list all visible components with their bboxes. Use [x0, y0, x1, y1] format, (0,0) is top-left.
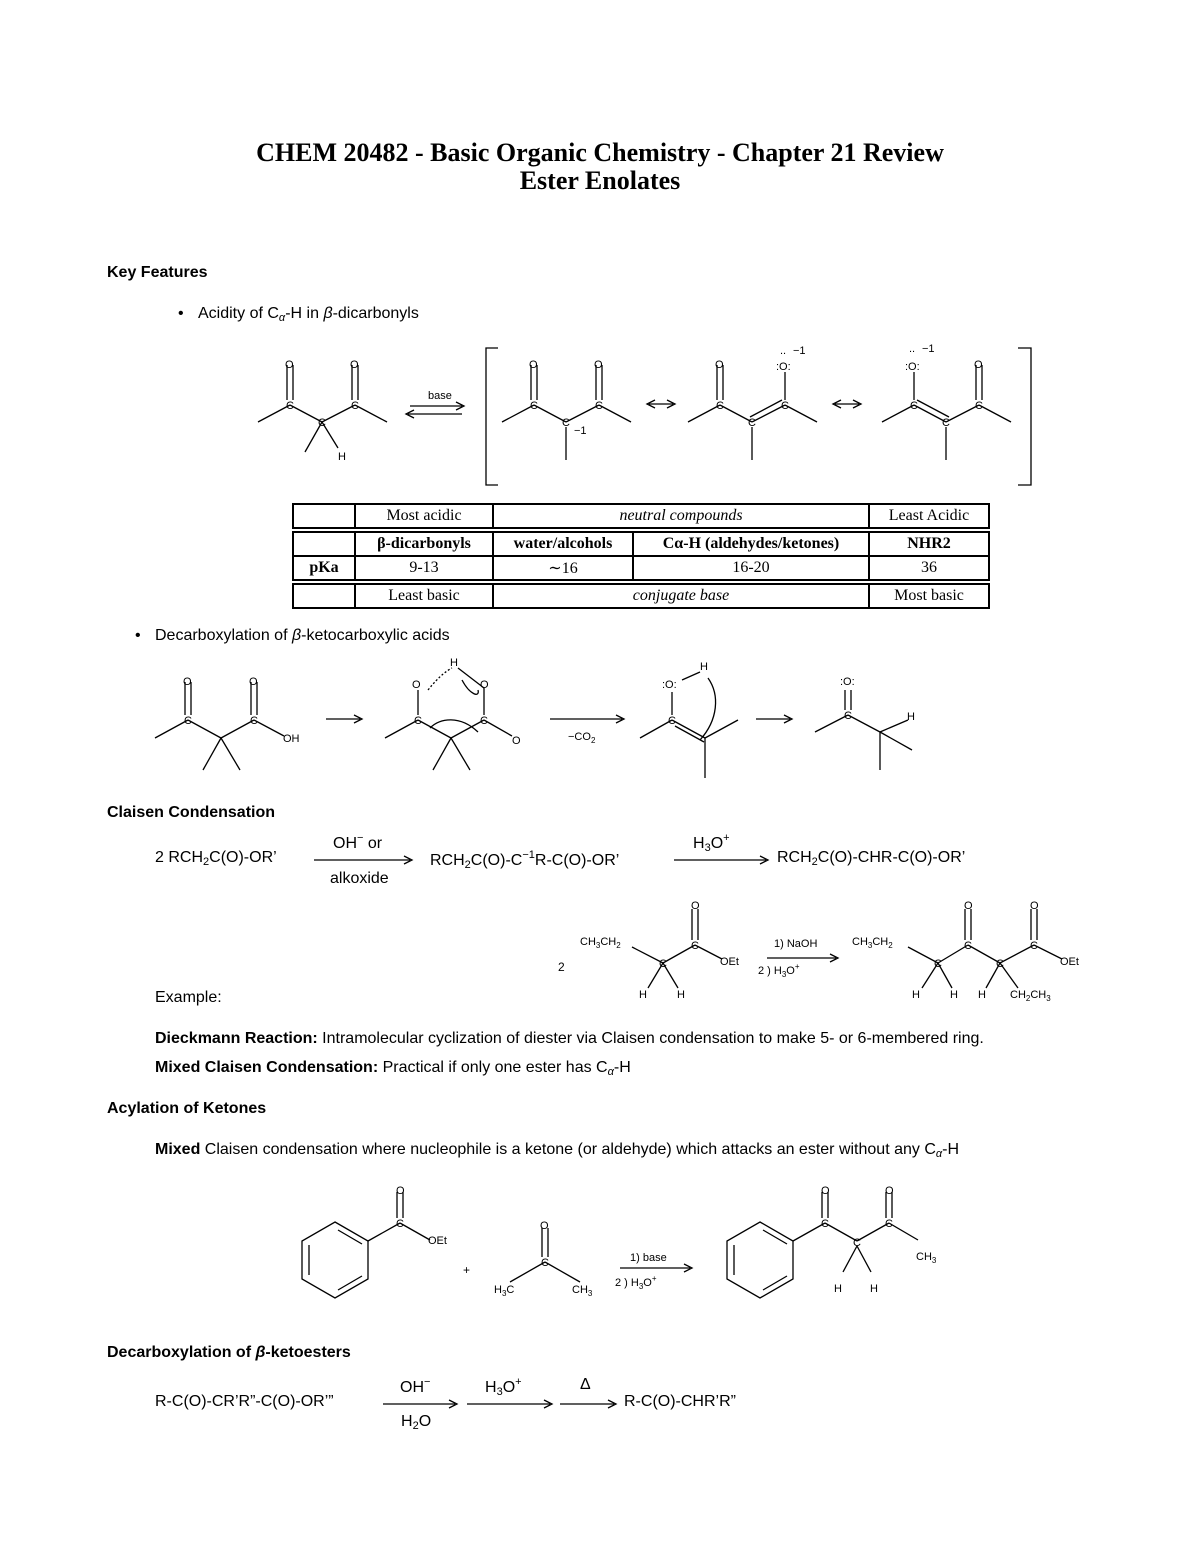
alpha-sub: α	[935, 1148, 943, 1160]
t: O	[786, 965, 795, 977]
table-cell	[293, 532, 355, 556]
text: O	[418, 1413, 432, 1430]
table-cell	[293, 584, 355, 608]
atom-h: H	[450, 657, 458, 669]
co2-text: −CO	[568, 731, 591, 743]
atom-o: O	[183, 676, 192, 688]
t: CH	[872, 936, 889, 948]
ketoester-arrow1-bottom	[401, 1413, 431, 1432]
sub: 2	[464, 859, 471, 871]
oet-label: OEt	[1060, 956, 1079, 968]
reagent-step1: 1) base	[630, 1252, 667, 1264]
t: +	[651, 1274, 657, 1283]
charge-label: −1	[574, 425, 587, 437]
bullet-acidity-suffix: -dicarbonyls	[332, 305, 419, 322]
sup: −	[357, 832, 364, 844]
text: 2 RCH	[155, 849, 204, 866]
atom-o: O	[821, 1185, 830, 1197]
atom-c: C	[748, 417, 756, 429]
atom-o: O	[529, 359, 538, 371]
example-label: Example:	[155, 989, 222, 1006]
acylation-label: Mixed	[155, 1141, 201, 1158]
text: R-C(O)-OR’	[534, 852, 620, 869]
lone-pair: ..	[909, 343, 916, 355]
atom-oh: OH	[283, 733, 300, 745]
text: OH	[400, 1379, 424, 1396]
table-cell: neutral compounds	[493, 504, 869, 528]
text: or	[363, 835, 383, 852]
t: 3	[867, 941, 873, 950]
t: CH	[852, 936, 868, 948]
ketoester-arrows	[0, 1394, 1200, 1414]
atom-c: C	[964, 940, 972, 952]
bullet-decarboxylation	[155, 627, 450, 645]
sub: 3	[496, 1386, 503, 1398]
atom-o: O	[350, 359, 359, 371]
text: H	[401, 1413, 413, 1430]
atom-c: C	[853, 1237, 861, 1249]
atom-c: C	[318, 417, 326, 429]
atom-h: H	[907, 711, 915, 723]
table-cell: Least Acidic	[869, 504, 989, 528]
reagent-step2	[758, 962, 800, 979]
t: 3	[638, 1282, 644, 1291]
atom-c: C	[844, 710, 852, 722]
text: RCH	[777, 849, 812, 866]
text: C(O)-CHR-C(O)-OR’	[817, 849, 966, 866]
acylation-text: Claisen condensation where nucleophile is a ketone (or aldehyde) which attacks an ester without any C	[204, 1141, 936, 1158]
atom-c: C	[1030, 940, 1038, 952]
sup: −	[424, 1376, 431, 1388]
methyl-group	[916, 1251, 937, 1265]
t: 3	[501, 1289, 507, 1298]
atom-c: C	[716, 400, 724, 412]
atom-h: H	[870, 1283, 878, 1295]
table-cell: 16-20	[633, 556, 869, 580]
methyl-group	[572, 1284, 593, 1298]
ketoester-reactant: R-C(O)-CR’R”-C(O)-OR’”	[155, 1393, 334, 1410]
atom-c: C	[480, 715, 488, 727]
t: 3	[781, 970, 787, 979]
charge-label: −1	[922, 343, 935, 355]
table-cell	[293, 504, 355, 528]
beta-symbol: β	[291, 627, 302, 644]
mixed-label: Mixed Claisen Condensation:	[155, 1059, 379, 1076]
text: C(O)-C	[470, 852, 523, 869]
table-cell: water/alcohols	[493, 532, 633, 556]
atom-c: C	[659, 958, 667, 970]
atom-c: C	[821, 1218, 829, 1230]
t: CH	[572, 1284, 588, 1296]
decarboxylation-scheme	[0, 650, 1200, 785]
page-subtitle: Ester Enolates	[519, 166, 681, 195]
text: O	[710, 835, 724, 852]
table-cell: β-dicarbonyls	[355, 532, 493, 556]
atom-c: C	[250, 715, 258, 727]
bullet-acidity	[198, 305, 419, 324]
atom-h: H	[639, 989, 647, 1001]
t: 3	[1046, 994, 1051, 1003]
table-cell: conjugate base	[493, 584, 869, 608]
sup: +	[723, 832, 730, 844]
atom-c: C	[996, 958, 1004, 970]
table-cell: Most basic	[869, 584, 989, 608]
sup: +	[515, 1376, 522, 1388]
atom-o: O	[285, 359, 294, 371]
atom-o: O	[480, 679, 489, 691]
atom-c: C	[286, 400, 294, 412]
table-cell: pKa	[293, 556, 355, 580]
atom-o: O	[715, 359, 724, 371]
atom-o: O	[964, 900, 973, 912]
lone-pair: ..	[780, 345, 787, 357]
methyl-group	[494, 1284, 514, 1298]
atom-o: O	[1030, 900, 1039, 912]
page-title: CHEM 20482 - Basic Organic Chemistry - Chapter 21 Review	[256, 138, 944, 167]
heading-prefix: Decarboxylation of	[107, 1344, 256, 1361]
t: 2	[616, 941, 621, 950]
pka-table	[292, 503, 990, 609]
table-row	[293, 504, 989, 528]
atom-c: C	[668, 715, 676, 727]
t: 3	[931, 1256, 937, 1265]
atom-o: :O:	[840, 676, 855, 688]
atom-c: C	[885, 1218, 893, 1230]
t: CH	[916, 1251, 932, 1263]
bullet-decarb-prefix: Decarboxylation of	[155, 627, 292, 644]
t: CH	[1010, 989, 1026, 1001]
mixed-text: Practical if only one ester has C	[382, 1059, 608, 1076]
table-row	[293, 556, 989, 580]
claisen-arrows	[0, 850, 1200, 870]
sub: 2	[412, 1420, 419, 1432]
table-cell: Cα-H (aldehydes/ketones)	[633, 532, 869, 556]
claisen-arrow1-bottom: alkoxide	[330, 870, 389, 887]
atom-c: C	[691, 940, 699, 952]
dieckmann-line	[155, 1030, 984, 1048]
table-cell: Least basic	[355, 584, 493, 608]
atom-c: C	[541, 1257, 549, 1269]
alpha-sub: α	[278, 312, 286, 324]
atom-c: C	[530, 400, 538, 412]
t: C	[506, 1284, 515, 1296]
atom-h: H	[978, 989, 986, 1001]
atom-c: C	[942, 417, 950, 429]
charge-label: −1	[793, 345, 806, 357]
t: 2 ) H	[615, 1277, 639, 1289]
atom-h: H	[950, 989, 958, 1001]
ketoester-product: R-C(O)-CHR’R”	[624, 1393, 736, 1410]
alpha-sub: α	[607, 1066, 614, 1078]
bullet-acidity-mid: -H in	[285, 305, 324, 322]
atom-c: C	[562, 417, 570, 429]
text: H	[485, 1379, 497, 1396]
t: CH	[580, 936, 596, 948]
sub: 3	[704, 842, 711, 854]
atom-c: C	[975, 400, 983, 412]
atom-o: O	[594, 359, 603, 371]
table-row	[293, 584, 989, 608]
t: 2	[1025, 994, 1031, 1003]
atom-c: C	[414, 715, 422, 727]
ethyl-group	[580, 936, 621, 950]
text: H	[693, 835, 705, 852]
t: H	[494, 1284, 502, 1296]
table-row	[293, 532, 989, 556]
atom-c: C	[934, 958, 942, 970]
ketoester-arrow3-top: Δ	[580, 1376, 591, 1393]
table-cell: 36	[869, 556, 989, 580]
sup: −1	[522, 849, 535, 861]
t: O	[643, 1277, 652, 1289]
atom-h: H	[677, 989, 685, 1001]
co2-label	[568, 731, 596, 745]
ethyl-group	[852, 936, 893, 950]
beta-symbol: β	[255, 1344, 266, 1361]
heading-suffix: -ketoesters	[265, 1344, 351, 1361]
atom-h: H	[338, 451, 346, 463]
acylation-tail: -H	[942, 1141, 960, 1158]
atom-o-anion: :O:	[776, 361, 791, 373]
atom-o: O	[974, 359, 983, 371]
section-heading-claisen: Claisen Condensation	[107, 804, 276, 821]
atom-c: C	[595, 400, 603, 412]
arrow-label-base: base	[428, 390, 452, 402]
section-heading-key-features: Key Features	[107, 264, 208, 281]
atom-c: C	[396, 1218, 404, 1230]
table-cell: NHR2	[869, 532, 989, 556]
atom-c: C	[351, 400, 359, 412]
section-heading-decarboxylation-ketoesters	[107, 1344, 351, 1362]
atom-o: O	[691, 900, 700, 912]
t: 3	[595, 941, 601, 950]
t: CH	[1030, 989, 1047, 1001]
atom-o: O	[512, 735, 521, 747]
table-cell: Most acidic	[355, 504, 493, 528]
atom-h: H	[834, 1283, 842, 1295]
text: OH	[333, 835, 357, 852]
acylation-description	[155, 1141, 959, 1160]
t: 2 ) H	[758, 965, 782, 977]
atom-c: C	[781, 400, 789, 412]
sub: 2	[203, 856, 210, 868]
text: RCH	[430, 852, 465, 869]
acylation-scheme	[0, 1180, 1200, 1315]
atom-o: O	[396, 1185, 405, 1197]
atom-o-anion: :O:	[905, 361, 920, 373]
plus-sign: +	[463, 1263, 471, 1277]
dieckmann-text: Intramolecular cyclization of diester via Claisen condensation to make 5- or 6-membered ring.	[322, 1030, 984, 1047]
text: O	[502, 1379, 516, 1396]
oet-label: OEt	[720, 956, 739, 968]
co2-sub: 2	[590, 736, 596, 745]
atom-o: O	[540, 1220, 549, 1232]
atom-c: C	[910, 400, 918, 412]
bullet-decarb-suffix: -ketocarboxylic acids	[301, 627, 450, 644]
t: +	[794, 962, 800, 971]
reagent-step1: 1) NaOH	[774, 938, 818, 950]
atom-h: H	[700, 661, 708, 673]
dieckmann-label: Dieckmann Reaction:	[155, 1030, 318, 1047]
sub: 2	[811, 856, 818, 868]
atom-o: :O:	[662, 679, 677, 691]
text: C(O)-OR’	[209, 849, 277, 866]
t: CH	[600, 936, 617, 948]
t: 3	[587, 1289, 593, 1298]
table-cell: ∼16	[493, 556, 633, 580]
mixed-claisen-line	[155, 1059, 631, 1078]
atom-o: O	[249, 676, 258, 688]
mixed-tail: -H	[613, 1059, 631, 1076]
atom-o: O	[412, 679, 421, 691]
enolate-resonance-scheme	[0, 330, 1200, 495]
bullet-acidity-prefix: Acidity of C	[198, 305, 279, 322]
reagent-step2	[615, 1274, 657, 1291]
table-cell: 9-13	[355, 556, 493, 580]
oet-label: OEt	[428, 1235, 447, 1247]
t: 2	[888, 941, 893, 950]
section-heading-acylation: Acylation of Ketones	[107, 1100, 267, 1117]
atom-c: C	[184, 715, 192, 727]
atom-h: H	[912, 989, 920, 1001]
ethyl-group	[1010, 989, 1051, 1003]
atom-o: O	[885, 1185, 894, 1197]
beta-symbol: β	[323, 305, 333, 322]
example-coefficient: 2	[558, 960, 565, 974]
